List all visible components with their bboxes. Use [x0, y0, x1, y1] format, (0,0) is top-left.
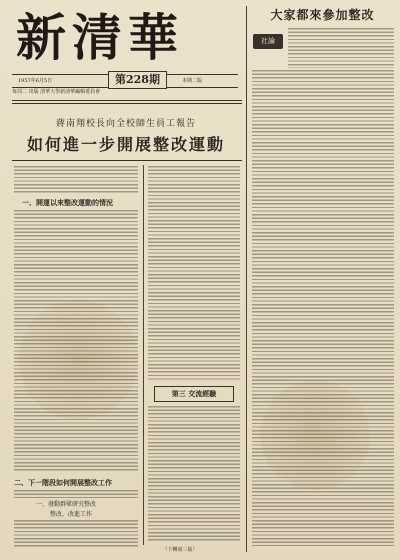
article-headline: 如何進一步開展整改運動 — [26, 135, 225, 154]
publisher-line: 每周二 出版 清華大學新清華編輯委員會 — [12, 89, 101, 95]
editorial-headline: 大家都來參加整改 — [270, 8, 375, 22]
article-text — [148, 406, 240, 542]
article-text — [14, 166, 138, 194]
section-box-heading: 第三 交流經驗 — [154, 386, 234, 402]
column-divider — [246, 6, 247, 552]
divider — [12, 103, 242, 104]
divider — [12, 160, 242, 161]
article-text — [148, 166, 240, 380]
issue-number: 第228期 — [108, 71, 167, 89]
article-text — [14, 210, 138, 472]
divider — [12, 100, 242, 101]
section-subheading: 整改、改進工作 — [50, 511, 93, 518]
issue-date: 1957年6月5日 — [18, 78, 53, 84]
column-divider — [143, 165, 144, 545]
issue-bar — [12, 74, 238, 88]
article-kicker: 蔣南翔校長向全校師生員工報告 — [55, 119, 196, 129]
editorial-badge: 社論 — [253, 34, 283, 49]
editorial-text — [288, 28, 394, 68]
section-heading: 一、開運以來整改運動的情況 — [22, 198, 113, 207]
section-subheading: 一、發動群眾研究整改 — [36, 501, 97, 508]
masthead — [12, 6, 242, 86]
article-text — [14, 520, 138, 548]
article-text — [14, 490, 138, 498]
page-count: 本期二版 — [182, 78, 203, 84]
section-heading: 二、下一階段如何開展整改工作 — [14, 478, 112, 487]
masthead-title: 新清華 — [16, 8, 184, 67]
continued-note: （下轉第三版） — [162, 547, 198, 553]
editorial-text — [252, 70, 394, 546]
